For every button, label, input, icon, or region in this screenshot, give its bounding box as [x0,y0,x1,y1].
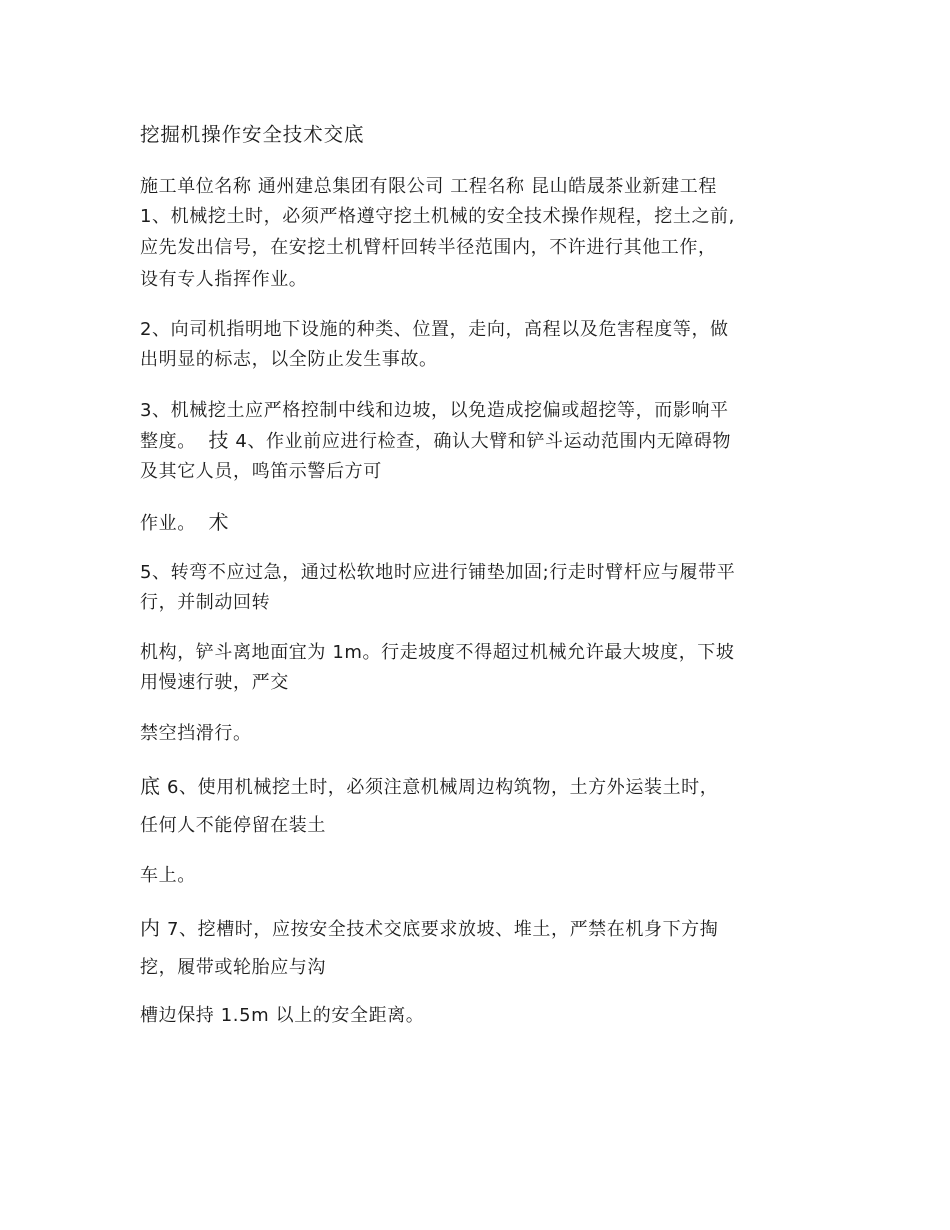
text-fragment: 4、作业前应进行检查，确认大臂和铲斗运动范围内无障碍物 [235,431,732,452]
text-line: 机构，铲斗离地面宜为 1m。行走坡度不得超过机械允许最大坡度，下坡 [140,642,735,663]
text-line: 设有专人指挥作业。 [140,269,308,290]
document-title: 挖掘机操作安全技术交底 [140,123,365,146]
text-line: 用慢速行驶，严交 [140,672,289,693]
text-line: 1、机械挖土时，必须严格遵守挖土机械的安全技术操作规程，挖土之前, [140,206,735,227]
text-line: 5、转弯不应过急，通过松软地时应进行铺垫加固;行走时臂杆应与履带平 [140,562,736,583]
text-line [140,774,718,800]
text-fragment: 整度。 [140,431,196,452]
text-line: 任何人不能停留在装土 [140,815,326,836]
margin-watermark-char: 底 [140,774,161,798]
text-line: 及其它人员，鸣笛示警后方可 [140,461,382,482]
header-line: 施工单位名称 通州建总集团有限公司 工程名称 昆山皓晟茶业新建工程 [140,176,717,197]
text-line: 2、向司机指明地下设施的种类、位置，走向，高程以及危害程度等，做 [140,319,729,340]
text-line: 禁空挡滑行。 [140,723,252,744]
text-line: 挖，履带或轮胎应与沟 [140,957,326,978]
text-line: 行，并制动回转 [140,592,271,613]
margin-watermark-char: 内 [140,916,161,940]
margin-watermark-char: 术 [208,510,230,534]
text-line [140,510,229,536]
text-line [140,428,731,454]
text-fragment: 7、挖槽时，应按安全技术交底要求放坡、堆土，严禁在机身下方掏 [166,919,719,940]
text-line: 3、机械挖土应严格控制中线和边坡，以免造成挖偏或超挖等，而影响平 [140,400,729,421]
text-line: 应先发出信号，在安挖土机臂杆回转半径范围内，不许进行其他工作， [140,237,717,258]
text-line: 车上。 [140,865,196,886]
text-fragment: 作业。 [140,513,196,534]
text-line: 槽边保持 1.5m 以上的安全距离。 [140,1005,425,1026]
margin-watermark-char: 技 [208,428,230,452]
text-line: 出明显的标志，以全防止发生事故。 [140,349,438,370]
text-fragment: 6、使用机械挖土时，必须注意机械周边构筑物，土方外运装土时， [166,777,719,798]
text-line [140,916,718,942]
